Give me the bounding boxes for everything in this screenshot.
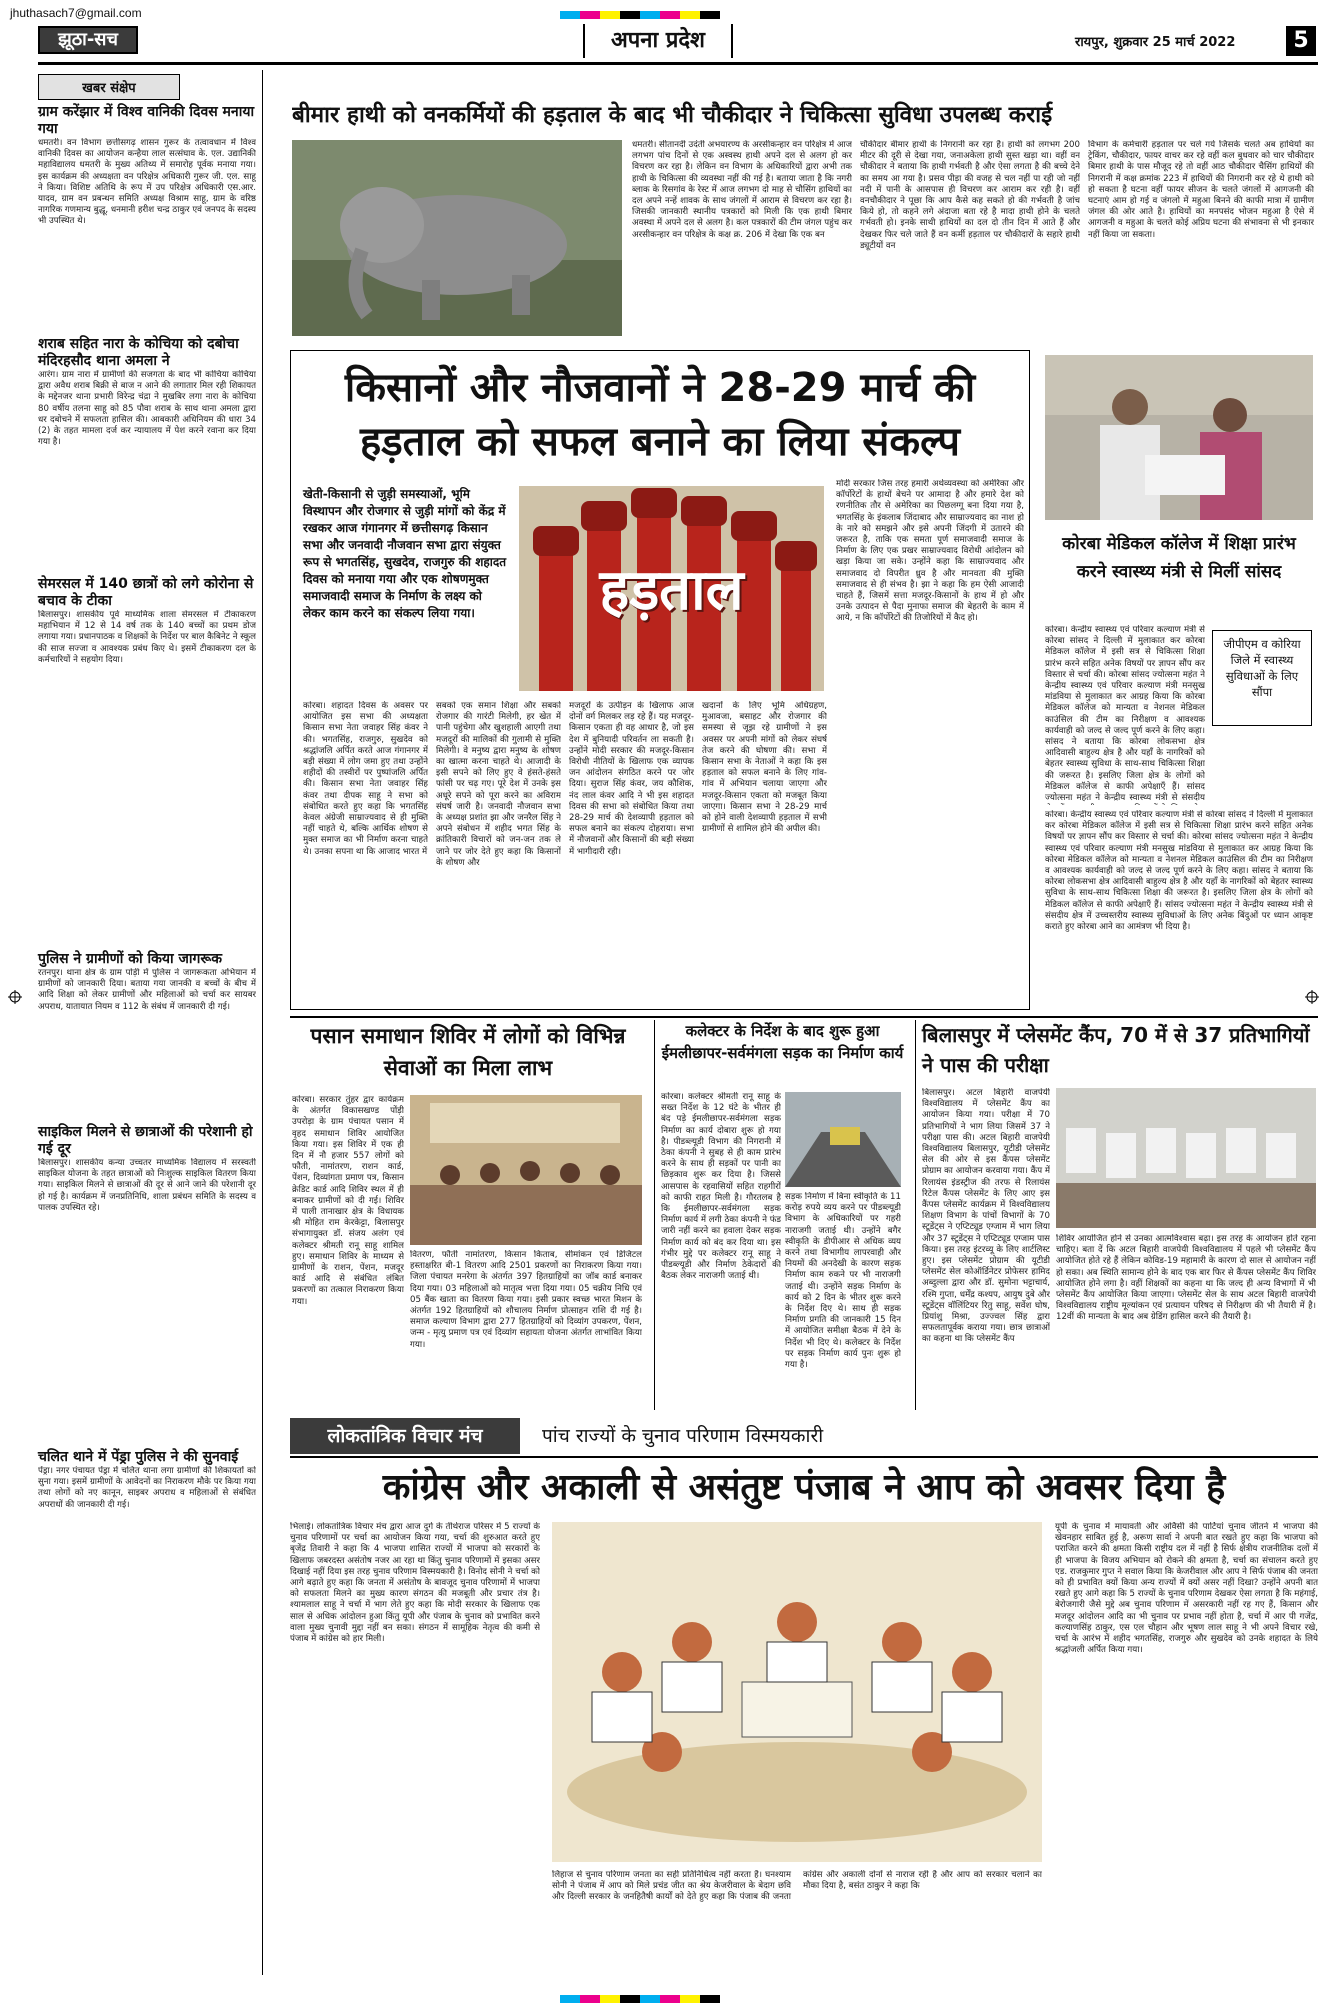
kicker-rule [290, 1456, 1318, 1458]
road-photo-graphic [785, 1092, 901, 1187]
brief-body: आरंग। ग्राम नारा में ग्रामीणों की सजगता के बाद भी कोचिया कोचिया द्वारा अवैध शराब बिक्री से बाज न आने की लगातार मिल रही शिकायत के मद्देनजर थाना प्रभारी विरेन्द्र चंद्रा ने मुखबिर लगा नारा के कोचिया 80 वर्षीय तलना साहू को 85 पौवा शराब के साथ थाना अमला द्वारा धर दबोचने में सफलता हासिल की। आबकारी अधिनियम की धारा 34 (2) के तहत मामला दर्ज कर न्यायालय में पेश करने रवाना कर दिया गया है। [38, 370, 256, 448]
korba-headline: कोरबा मेडिकल कॉलेज में शिक्षा प्रारंभ करने स्वास्थ्य मंत्री से मिलीं सांसद [1062, 534, 1296, 582]
masthead-box [38, 26, 138, 54]
punjab-col-3: यूपी के चुनाव में मायावती और ओवैसी की पार्टियां चुनाव जीतने में भाजपा की खेवनहार साबित हुई है, अरूण सार्वा ने अपनी बात रखते हुए कहा कि भाजपा को पराजित करने की क्षमता किसी राष्ट्रीय दल में नहीं है सिर्फ क्षेत्रीय राजनीतिक दलों में ही भाजपा के विजय अभियान को रोकने की क्षमता है, चर्चा का संचालन करते हुए एड. राजकुमार गुप्त ने सवाल किया कि केजरीवाल और आप ने सिर्फ पंजाब की जनता को ही प्रभावित क्यों किया अन्य राज्यों में क्यों असर नहीं दिखा? उन्होंने अपनी बात रखते हुए आगे कहा कि 5 राज्यों के चुनाव परिणाम देखकर ऐसा लगता है कि महंगाई, बेरोजगारी जैसे मुद्दे अब चुनाव परिणाम में असरकारी नहीं रह गए हैं, किसान और मजदूर आंदोलन आदि का भी चुनाव पर प्रभाव नहीं होता है, चर्चा में आर पी गजेंद्र, कल्याणसिंह ठाकुर, एस एल चौहान और भूषण लाल साहू ने भी अपने विचार रखे, चर्चा के आरंभ में शहीद भगतसिंह, राजगुरु और सुखदेव को उनके शहादत के लिये श्रद्धांजली अर्पित किया गया। [1055, 1522, 1318, 1656]
bilaspur-col-2: शिविर आयोजित होने से उनका आत्मविश्वास बढ़ा। इस तरह के आयोजन होते रहना चाहिए। बता दें कि अटल बिहारी वाजपेयी विश्वविद्यालय में पहले भी प्लेसमेंट कैंप आयोजित होते रहे हैं लेकिन कोविड-19 महामारी के कारण दो साल से आयोजन नहीं हो सका। अब स्थिति सामान्य होने के बाद एक बार फिर से कैंपस प्लेसमेंट कैंप शिविर आयोजित होने लगा है। वहीं शिक्षकों का कहना था कि जल्द ही अन्य विभागों में भी प्लेसमेंट कैंप आयोजित किया जाएगा। प्लेसमेंट सेल के साथ अटल बिहारी वाजपेयी विश्वविद्यालय राष्ट्रीय मूल्यांकन एवं प्रत्यायन परिषद से निरीक्षण की भी तैयारी में है। 12वीं की मान्यता के बाद अब ग्रेडिंग हासिल करने की तैयारी है। [1056, 1234, 1316, 1323]
color-bar-bottom [560, 1988, 760, 1996]
brief-headline: ग्राम करेंझार में विश्व वानिकी दिवस मनाया गया [38, 104, 255, 137]
color-bar-top-graphic [560, 11, 760, 19]
strike-col-1: कोरबा। शहादत दिवस के अवसर पर आयोजित इस सभा की अध्यक्षता किसान सभा नेता जवाहर सिंह कंवर ने की। भगतसिंह, राजगुरु, सुखदेव को श्रद्धांजलि अर्पित करते आज गंगानगर में बड़ी संख्या में लोग जमा हुए तथा उन्होंने शहीदों की तस्वीरों पर पुष्पांजलि अर्पित की। किसान सभा नेता जवाहर सिंह कंवर तथा दीपक साहू ने सभा को संबोधित करते हुए कहा कि भगतसिंह केवल अंग्रेजी साम्राज्यवाद से ही मुक्ति नहीं चाहते थे, बल्कि आर्थिक शोषण से मुक्त समाज का भी निर्माण करना चाहते थे। उनका सपना था कि आजाद भारत में [303, 701, 428, 857]
korba-body-cont [1045, 810, 1313, 1010]
pasan-photo-graphic [410, 1095, 642, 1245]
brief-headline: पुलिस ने ग्रामीणों को किया जागरूक [38, 951, 222, 967]
color-bar-top [560, 4, 760, 12]
korba-body: कोरबा। केन्द्रीय स्वास्थ्य एवं परिवार कल्याण मंत्री से कोरबा सांसद ने दिल्ली में मुलाकात कर कोरबा मेडिकल कॉलेज में इसी सत्र से चिकित्सा शिक्षा प्रारंभ करने सहित अनेक विषयों पर ज्ञापन सौंप कर विस्तार से चर्चा की। कोरबा सांसद ज्योत्सना महंत ने केन्द्रीय स्वास्थ्य एवं परिवार कल्याण मंत्री मनसुख मांडविया से मुलाकात कर आग्रह किया कि कोरबा मेडिकल कॉलेज को मान्यता व नेशनल मेडिकल काउंसिल की टीम का निरीक्षण व आवश्यक कार्यवाही को जल्द से जल्द पूर्ण करने के लिए कहा। सांसद ने बताया कि कोरबा लोकसभा क्षेत्र आदिवासी बाहुल्य क्षेत्र है और यहाँ के नागरिकों को बेहतर स्वास्थ्य सुविधा के साथ-साथ चिकित्सा शिक्षा की जरूरत है। इसलिए जिला क्षेत्र के लोगों को मेडिकल कॉलेज से काफी अपेक्षाएँ हैं। सांसद ज्योत्सना महंत ने केन्द्रीय स्वास्थ्य मंत्री से संसदीय [1045, 625, 1205, 804]
brief-body: पेंड्रा। नगर पंचायत पेंड्रा में चलित थाना लगा ग्रामीणों की शिकायतों को सुना गया। इसमें ग्रामीणों के आवेदनों का निराकरण मौके पर किया गया तथा लोगों को नए कानून, साइबर अपराध व महिलाओं से संबंधित अपराधों की जानकारी दी गई। [38, 1466, 256, 1510]
bilaspur-photo [1056, 1088, 1316, 1228]
strike-right-col: मोदी सरकार जिस तरह हमारी अर्थव्यवस्था को अमेरिका और कॉर्पोरेटों के हाथों बेचने पर आमादा है और हमारे देश को रणनीतिक तौर से अमेरिका का पिछलग्गू बना दिया गया है, भगतसिंह के इंकलाब जिंदाबाद और साम्राज्यवाद का नाश हो के नारे को समझने और इसे अपनी जिंदगी में उतारने की जरूरत है, ताकि एक समता पूर्ण समाजवादी समाज के निर्माण के लिए एक प्रखर साम्राज्यवाद विरोधी आंदोलन को खड़ा किया जा सके। उन्होंने कहा कि साम्राज्यवाद और समाजवाद दो विपरीत ध्रुव है और मानवता की मुक्ति समाजवाद से ही संभव है। झा ने कहा कि हम ऐसी आजादी चाहते हैं, जिसमें सत्ता मजदूर-किसानों के हाथ में हो और उनके उत्पादन से पैदा मुनाफा समाज की बेहतरी के काम में आये, न कि कॉर्पोरेटों की तिजोरियों में कैद हो। [836, 479, 1024, 624]
road-col-2: सड़क निर्माण में बिना स्वीकृति के 11 करोड़ रुपये व्यय करने पर पीडब्ल्यूडी विभाग के अधिकारियों पर गहरी नाराजगी जताई थी। उन्होंने बगैर स्वीकृति के डीपीआर से अधिक व्यय करने तथा विभागीय लापरवाही और नियमों की अनदेखी के कारण सड़क निर्माण काम रुकने पर भी नाराजगी जताई थी। उन्होंने सड़क निर्माण के कार्य को 2 दिन के भीतर शुरू करने के निर्देश दिए थे। साथ ही सड़क निर्माण प्रगति की जानकारी 15 दिन में आयोजित समीक्षा बैठक में देने के निर्देश भी दिए थे। कलेक्टर के निर्देश पर सड़क निर्माण कार्य पुनः शुरू हो गया है। [785, 1192, 901, 1371]
punjab-headline: कांग्रेस और अकाली से असंतुष्ट पंजाब ने आप को अवसर दिया है [382, 1467, 1226, 1508]
punjab-col-1: भिलाई। लोकतांत्रिक विचार मंच द्वारा आज दुर्ग के तीर्थराज परिसर में 5 राज्यों के चुनाव परिणामों पर चर्चा का आयोजन किया गया, चर्चा की शुरुआत करते हुए बृजेंद्र तिवारी ने कहा कि 4 भाजपा शासित राज्यों में भाजपा को सरकारों के खिलाफ जबरदस्त असंतोष नजर आ रहा था किंतु चुनाव परिणामों में इसका असर दिखाई नहीं दिया इस तरह चुनाव परिणाम विस्मयकारी है। विनोद सोनी ने चर्चा को आगे बढ़ाते हुए कहा कि जनता में असंतोष के बावजूद चुनाव परिणामों में भाजपा को सफलता मिलने का मुख्य कारण संगठन की मजबूती और प्रचार तंत्र है। श्यामलाल साहू ने चर्चा में भाग लेते हुए कहा कि मोदी सरकार के खिलाफ एक साल से अधिक आंदोलन हुआ किंतु यूपी और पंजाब के चुनाव को प्रभावित करने वाला मुख्य चुनावी मुद्दा नहीं बन सका। संगठन में सामूहिक नेतृत्व की कमी से पंजाब में कांग्रेस को हार मिली। [290, 1522, 540, 1645]
korba-photo-graphic [1045, 355, 1313, 520]
brief-headline: चलित थाने में पेंड्रा पुलिस ने की सुनवाई [38, 1449, 239, 1465]
bilaspur-story [915, 1020, 1318, 1410]
strike-col-3: मजदूरों के उत्पीड़न के खिलाफ आज दोनों वर्ग मिलकर लड़ रहे हैं। यह मजदूर-किसान एकता ही वह आधार है, जो इस देश में बुनियादी परिवर्तन ला सकती है। उन्होंने मोदी सरकार की मजदूर-किसान विरोधी नीतियों के खिलाफ एक व्यापक जन आंदोलन संगठित करने पर जोर दिया। सुराज सिंह कंवर, जय कौशिक, नंद लाल कंवर आदि ने भी इस शहादत दिवस की सभा को संबोधित किया तथा 28-29 मार्च की देशव्यापी हड़ताल को सफल बनाने का संकल्प दोहराया। सभा में नौजवानों और किसानों की बड़ी संख्या में भागीदारी रही। [569, 701, 694, 857]
pasan-photo [410, 1095, 642, 1245]
strike-poster [519, 486, 824, 691]
elephant-col-1: धमतरी। सीतानदी उदंती अभयारण्य के अरसीकन्हार वन परिक्षेत्र में आज लगभग पांच दिनों से एक अस्वस्थ हाथी अपने दल से अलग हो कर विचरण कर रहा है। लेकिन वन विभाग के अधिकारियों द्वारा अभी तक हाथी के चिकित्सा की व्यवस्था नहीं की गई है। बताया जाता है कि नगरी ब्लाक के रिसगांव के रेस्ट में आज लगभग दो माह से चौसिंग हाथियों का दल अपने नन्हें शावक के साथ जंगलों में आराम से विचरण कर रहा है। जिसकी जानकारी स्थानीय पत्रकारों को मिली कि एक हाथी बिमार अवस्था में अपने दल से अलग है। कल पत्रकारों की टीम जंगल पहुंच कर अरसीकन्हार वन परिक्षेत्र के कक्ष क्र. 206 में देखा कि एक बन [632, 140, 852, 240]
brief-body: धमतरी। वन विभाग छत्तीसगढ़ शासन गुरूर के तत्वावधान में विश्व वानिकी दिवस का आयोजन कन्हैया लाल सत्संघाव के. एल. उद्यानिकी महाविद्यालय धमतरी के मुख्य अतिथ्य में समारोह पूर्वक मनाया गया। इस कार्यक्रम की अध्यक्षता वन परिक्षेत्र अधिकारी गुरूर जी. एल. साहू ने किया। विशिष्ट अतिथि के रूप में उप परिक्षेत्र अधिकारी एस.आर. यादव, ग्राम वन प्रबन्धन समिति अध्यक्ष विश्राम साहू, ग्राम के वरिष्ठ नागरिक गणमान्य बुद्धू, धनमानी हरीश चन्द्र ठाकुर एवं जनपद के सदस्य भी उपस्थित थे। [38, 138, 256, 227]
forum-tag: लोकतांत्रिक विचार मंच [290, 1418, 520, 1454]
pasan-headline: पसान समाधान शिविर में लोगों को विभिन्न सेवाओं का मिला लाभ [310, 1024, 626, 1080]
strike-headline-line2: हड़ताल को सफल बनाने का लिया संकल्प [360, 419, 960, 465]
registration-mark-icon [1305, 990, 1319, 1004]
road-headline: कलेक्टर के निर्देश के बाद शुरू हुआ ईमलीछापर-सर्वमंगला सड़क का निर्माण कार्य [661, 1022, 904, 1062]
punjab-story [290, 1418, 1318, 1975]
road-col-1: कोरबा। कलेक्टर श्रीमती रानू साहू के सख्त निर्देश के 12 घंटे के भीतर ही बंद पड़े ईमलीछापर-सर्वमंगला सड़क निर्माण का कार्य दोबारा शुरू हो गया है। पीडब्ल्यूडी विभाग की निगरानी में ठेका कंपनी ने सुबह से ही काम प्रारंभ करने के साथ ही सड़कों पर पानी का छिड़काव शुरू कर दिया है। जिससे आसपास के रहवासियों सहित राहगीरों को काफी राहत मिली है। गौरतलब है कि ईमलीछापर-सर्वमंगला सड़क निर्माण कार्य में लगी ठेका कंपनी ने फंड जारी नहीं करने का हवाला देकर सड़क निर्माण कार्य को बंद कर दिया था। इस गंभीर मुद्दे पर कलेक्टर रानू साहू ने पीडब्ल्यूडी और निर्माण ठेकेदारों की बैठक लेकर नाराजगी जताई थी। [661, 1092, 781, 1282]
poster-word: हड़ताल [599, 558, 744, 623]
elephant-photo [292, 140, 622, 336]
strike-story [290, 350, 1030, 1010]
punjab-kicker: पांच राज्यों के चुनाव परिणाम विस्मयकारी [542, 1425, 824, 1447]
elephant-photo-graphic [292, 140, 622, 336]
brief-item [38, 336, 256, 570]
sidebar-title: खबर संक्षेप [38, 74, 180, 100]
color-bar-bottom-graphic [560, 1995, 760, 2003]
punjab-cartoon [552, 1522, 1042, 1862]
brief-item [38, 1449, 256, 1766]
bilaspur-headline: बिलासपुर में प्लेसमेंट कैंप, 70 में से 37 प्रतिभागियों ने पास की परीक्षा [922, 1023, 1310, 1077]
korba-pullquote: जीपीएम व कोरिया जिले में स्वास्थ्य सुविधाओं के लिए सौंपा [1212, 630, 1312, 726]
elephant-col-2: चौकीदार बीमार हाथी के निगरानी कर रहा है। हाथी को लगभग 200 मीटर की दूरी से देखा गया, जनाअकेला हाथी सुस्त खड़ा था। वहीं वन चौकीदार ने बताया कि हाथी गर्भवती है और ऐसा लगता है की बच्चे देने का समय आ गया है। प्रसव पीड़ा की वजह से चल नहीं पा रही जो नहीं नदी में पानी के आसपास ही विचरण कर आराम कर रही है। वहीं वनचौकीदार ने पूछा कि आप कैसे कह सकते हो की गर्भवती है जांच किये हो, तो कहने लगे अंदाजा बता रहे है मादा हाथी होने के चलते गर्भवती हो। इनके साथी हाथियों का दल दो तीन दिन में आते हैं और देखकर फिर चले जाते हैं वन कर्मी हड़ताल पर चौकीदारों के सहारे हाथी ड्यूटीयों वन [860, 140, 1080, 251]
korba-body-text: कोरबा। केन्द्रीय स्वास्थ्य एवं परिवार कल्याण मंत्री से कोरबा सांसद ने दिल्ली में मुलाकात कर कोरबा मेडिकल कॉलेज में इसी सत्र से चिकित्सा शिक्षा प्रारंभ करने सहित अनेक विषयों पर ज्ञापन सौंप कर विस्तार से चर्चा की। कोरबा सांसद ज्योत्सना महंत ने केन्द्रीय स्वास्थ्य एवं परिवार कल्याण मंत्री मनसुख मांडविया से मुलाकात कर आग्रह किया कि कोरबा मेडिकल कॉलेज को मान्यता व नेशनल मेडिकल काउंसिल की टीम का निरीक्षण व आवश्यक कार्यवाही को जल्द से जल्द पूर्ण करने के लिए कहा। सांसद ने बताया कि कोरबा लोकसभा क्षेत्र आदिवासी बाहुल्य क्षेत्र है और यहाँ के नागरिकों को बेहतर स्वास्थ्य सुविधा के साथ-साथ चिकित्सा शिक्षा की जरूरत है। इसलिए जिला क्षेत्र के लोगों को मेडिकल कॉलेज से काफी अपेक्षाएँ हैं। सांसद ज्योत्सना महंत ने केन्द्रीय स्वास्थ्य मंत्री से संसदीय क्षेत्र में उच्चस्तरीय स्वास्थ्य सुविधाओं के लिए अनेक बिंदुओं पर ध्यान आकृष्ट कराते हुए कोरबा आने का आमंत्रण भी दिया है। [1045, 810, 1313, 933]
punjab-col-2: लिहाज से चुनाव परिणाम जनता का सही प्रतिनिधित्व नहीं करता है। घनश्याम सोनी ने पंजाब में आप को मिले प्रचंड जीत का श्रेय केजरीवाल के बेदाग छवि और दिल्ली सरकार के जनहितैषी कार्यों को देते हुए कहा कि पंजाब की जनता कांग्रेस और अकाली दोनों से नाराज रही है और आप को सरकार चलाने का मौका दिया है, बसंत ठाकुर ने कहा कि [552, 1870, 1042, 1903]
road-photo [785, 1092, 901, 1187]
registration-mark-icon [8, 990, 22, 1004]
elephant-col-3: विभाग के कर्मचारी हड़ताल पर चले गये जिसके चलते अब हाथियों का ट्रेकिंग, चौकीदार, फायर वाचर कर रहे वहीं कल बुधवार को चार चौकीदार बिमार हाथी के पास मौजूद रहे तो वहीं आठ चौकीदार चैसिंग हाथियों की निगरानी में कक्ष क्रमांक 223 में हाथियों की निगरानी कर रहे थे हाथी को हो सकता है घटना वहीं फायर सीजन के चलते जंगलों में आगजनी की घटनाएं आम हो गई व जंगलो में महुआ बिनने की काफी मात्रा में ग्रामीण जंगल की ओर आते है। हाथियों का मनपसंद भोजन महुआ है ऐसे में आगजनी व महुआ के चलते कोई अप्रिय घटना की संभावना से भी इनकार नहीं किया जा सकता। [1088, 140, 1314, 240]
bilaspur-col-1: बिलासपुर। अटल बिहारी वाजपेयी विश्वविद्यालय में प्लेसमेंट कैंप का आयोजन किया गया। परीक्षा में 70 प्रतिभागियों ने भाग लिया जिसमें 37 ने परीक्षा पास की। अटल बिहारी वाजपेयी विश्वविद्यालय बिलासपुर, यूटीडी प्लेसमेंट सेल की ओर से इस कैंपस प्लेसमेंट प्रोग्राम का आयोजन करवाया गया। कैंप में रिलायंस इंडस्ट्रीज की तरफ से रिलायंस रिटेल कैंपस प्लेसमेंट के लिए आए इस कैंपस प्लेसमेंट कार्यक्रम में विश्वविद्यालय शिक्षण विभाग के पांचों विभागों के 70 स्टूडेंट्स ने एप्टिट्यूड एग्जाम में भाग लिया और 37 स्टूडेंट्स ने एप्टिट्यूड एग्जाम पास किया। इस तरह इंटरव्यू के लिए शार्टलिस्ट हुए। इस प्लेसमेंट प्रोग्राम की यूटीडी प्लेसमेंट सेल कोऑर्डिनेटर प्रोफेसर हामिद अब्दुल्ला द्वारा और डॉ. सुमोना भट्टाचार्य, रश्मि गुप्ता, धर्मेंद्र कश्यप, आयुष दुबे और स्टूडेंट्स वॉलिंटियर रितु साहू, सर्वेश घोष, प्रियांशु मिश्रा, उज्ज्वल सिंह द्वारा सफलतापूर्वक कराया गया। छात्र छात्राओं का कहना था कि प्लेसमेंट कैंप [922, 1088, 1050, 1345]
brief-item [38, 1124, 256, 1443]
brief-item [38, 951, 256, 1118]
elephant-headline: बीमार हाथी को वनकर्मियों की हड़ताल के बाद भी चौकीदार ने चिकित्सा सुविधा उपलब्ध कराई [292, 102, 1053, 128]
brief-headline: साइकिल मिलने से छात्राओं की परेशानी हो गई दूर [38, 1124, 253, 1157]
brief-body: रतनपुर। थाना क्षेत्र के ग्राम पोड़ी में पुलिस ने जागरूकता अभियान में ग्रामीणों को जानकारी दिया। बताया गया जानकी व बच्चों के बीच में आदि शिक्षा को लेकर ग्रामीणों और महिलाओं को चर्चा कर सायबर अपराध, यातायात नियम व 112 के संबंध में जानकारी दी गई। [38, 968, 256, 1012]
strike-intro: खेती-किसानी से जुड़ी समस्याओं, भूमि विस्थापन और रोजगार से जुड़ी मांगों को केंद्र में रखकर आज गंगानगर में छत्तीसगढ़ किसान सभा और जनवादी नौजवान सभा द्वारा संयुक्त रूप से भगतसिंह, सुखदेव, राजगुरु की शहादत दिवस को मनाया गया और एक शोषणमुक्त समाजवादी समाज के निर्माण के लक्ष्य को लेकर काम करने का संकल्प लिया गया। [303, 487, 507, 620]
brief-body: बिलासपुर। शासकीय पूर्व माध्यमिक शाला सेमरसल में टीकाकरण महाभियान में 12 से 14 वर्ष तक के 140 बच्चों का प्रथम डोज लगाया गया। प्रधानपाठक व शिक्षकों के निर्देश पर बाल कैबिनेट ने स्कूल की साज सज्जा व आवश्यक प्रबंध किए थे। इसमें टीकाकरण दल के कर्मचारियों ने सहयोग दिया। [38, 610, 256, 665]
dateline: रायपुर, शुक्रवार 25 मार्च 2022 [1075, 35, 1236, 50]
section-title-box [583, 24, 733, 58]
bilaspur-photo-graphic [1056, 1088, 1316, 1228]
pasan-col-2: वितरण, फौती नामांतरण, किसान किताब, सीमांकन एवं डिजिटल हस्ताक्षरित बी-1 वितरण आदि 2501 प्रकरणों का निराकरण किया गया। जिला पंचायत मनरेगा के अंतर्गत 397 हितग्राहियों का जॉब कार्ड बनाकर दिया गया। 03 महिलाओं को मातृत्व भत्ता दिया गया। 05 चक्रीय निधि एवं 05 बैंक खाता का वितरण किया गया। इसी प्रकार स्वच्छ भारत मिशन के अंतर्गत 192 हितग्राहियों को शौचालय निर्माण प्रोत्साहन राशि दी गई है। समाज कल्याण विभाग द्वारा 277 हितग्राहियों को दिव्यांग उपकरण, पेंशन, जन्म - मृत्यु प्रमाण पत्र एवं दिव्यांग सहायता योजना अंतर्गत लाभांवित किया गया। [410, 1250, 642, 1350]
brief-body: बिलासपुर। शासकीय कन्या उच्चतर माध्यमिक विद्यालय में सरस्वती साइकिल योजना के तहत छात्राओं को निःशुल्क साइकिल वितरण किया गया। साइकिल मिलने से छात्राओं की दूर से आने जाने की परेशानी दूर हो गई है। कार्यक्रम में जनप्रतिनिधि, शाला प्रबंधन समिति के सदस्य व पालक उपस्थित रहे। [38, 1158, 256, 1213]
strike-col-4: खदानों के लिए भूमि अधिग्रहण, मुआवजा, बसाहट और रोजगार की समस्या से जूझ रहे ग्रामीणों ने इस अवसर पर अपनी मांगों को लेकर संघर्ष तेज करने की घोषणा की। सभा में किसान सभा के नेताओं ने कहा कि इस हड़ताल को सफल बनाने के लिए गांव-गांव में अभियान चलाया जाएगा और मजदूर-किसान एकता को मजबूत किया जाएगा। किसान सभा ने 28-29 मार्च को होने वाली देशव्यापी हड़ताल में सभी ग्रामीणों से शामिल होने की अपील की। [702, 701, 827, 835]
section-title: अपना प्रदेश [610, 28, 706, 53]
punjab-cartoon-graphic [552, 1522, 1042, 1862]
strike-col-2: सबको एक समान शिक्षा और सबको रोजगार की गारंटी मिलेगी, हर खेत में पानी पहुंचेगा और खुशहाली आएगी तथा मजदूरों की मालिकों की गुलामी से मुक्ति मिलेगी। वे मनुष्य द्वारा मनुष्य के शोषण का खात्मा करना चाहते थे। आजादी के इसी सपने को लिए हुए वे हंसते-हंसते फांसी पर चढ़ गए। पूरे देश में उनके इस अधूरे सपने को पूरा करने का अविराम संघर्ष जारी है। जनवादी नौजवान सभा के अध्यक्ष प्रशांत झा और जनरैल सिंह ने अपने संबोधन में शहीद भगत सिंह के क्रांतिकारी विचारों को जन-जन तक ले जाने पर जोर देते हुए कहा कि किसानों के शोषण और [436, 701, 561, 868]
korba-photo [1045, 355, 1313, 520]
pasan-col-1: कोरबा। सरकार तुंहर द्वार कार्यक्रम के अंतर्गत विकासखण्ड पोंड़ी उपरोड़ा के ग्राम पंचायत पसान में वृहद समाधान शिविर आयोजित किया गया। इस शिविर में एक ही दिन में नौ हजार 557 लोगों को फौती, नामांतरण, राशन कार्ड, पेंशन, दिव्यांगता प्रमाण पत्र, किसान क्रेडिट कार्ड आदि शिविर स्थल में ही बनाकर ग्रामीणों को दी गई। शिविर में पाली तानाखार क्षेत्र के विधायक श्री मोहित राम केरकेट्टा, बिलासपुर संभागायुक्त डॉ. संजय अलंग एवं कलेक्टर श्रीमती रानू साहू शामिल हुए। समाधान शिविर के माध्यम से ग्रामीणों के राशन, पेंशन, मजदूर कार्ड आदि से संबंधित लंबित प्रकरणों का तत्काल निराकरण किया गया। [292, 1095, 404, 1307]
pasan-story [292, 1020, 644, 1410]
elephant-story [292, 100, 1317, 338]
email-text[interactable]: jhuthasach7@gmail.com [10, 6, 142, 20]
korba-story [1040, 350, 1318, 1012]
brief-item [38, 104, 256, 330]
road-story [654, 1020, 904, 1410]
brief-headline: शराब सहित नारा के कोचिया को दबोचा मंदिरहसौद थाना अमला ने [38, 336, 239, 369]
sidebar [38, 70, 263, 1975]
mid-rule [290, 1016, 1318, 1018]
page-number: 5 [1286, 26, 1316, 56]
strike-headline-line1: किसानों और नौजवानों ने 28-29 मार्च की [344, 365, 976, 411]
brief-item [38, 576, 256, 945]
masthead-title: झूठा-सच [58, 29, 118, 50]
header-rule [38, 62, 1318, 65]
brief-headline: सेमरसल में 140 छात्रों को लगे कोरोना से बचाव के टीका [38, 576, 254, 609]
